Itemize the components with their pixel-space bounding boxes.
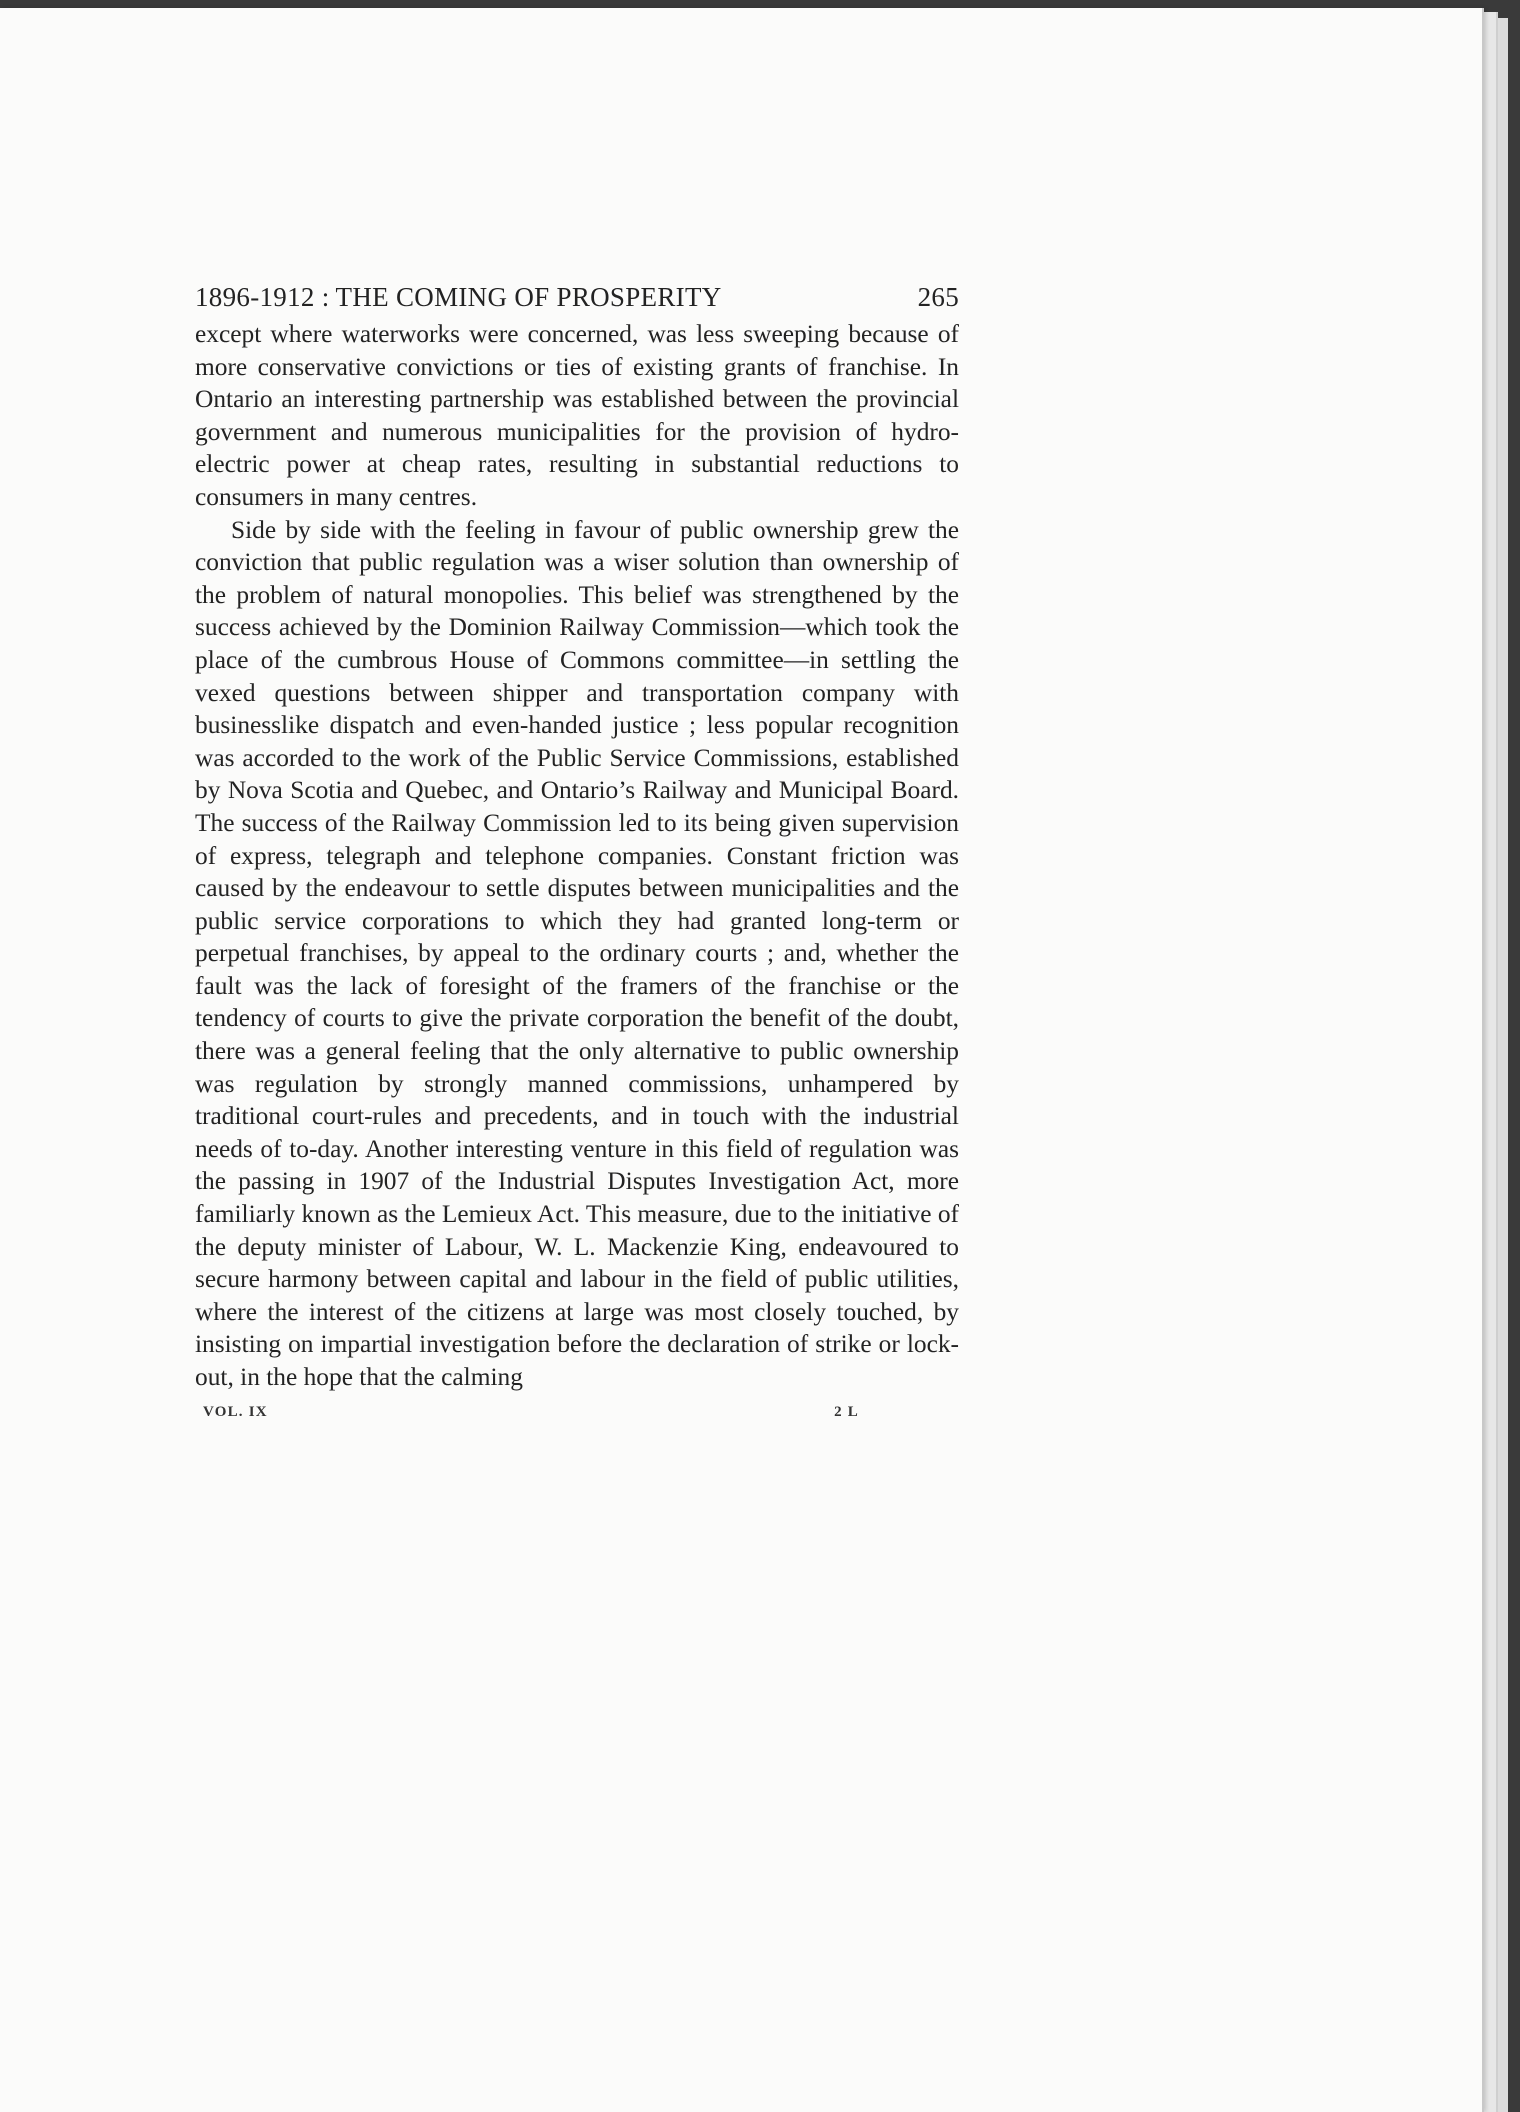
running-head-dates: 1896-1912 : [195,282,330,312]
body-text [195,318,959,1394]
running-head-title: THE COMING OF PROSPERITY [335,282,722,312]
running-head [195,278,959,316]
page-number: 265 [917,282,959,312]
paragraph: except where waterworks were concerned, was less sweeping because of more conservative convictions or ties of existing grants of franchise. In Ontario an interesting partnership was established between the provincial government and numerous municipalities for the provision of hydro-electric power at cheap rates, resulting in substantial reductions to consumers in many centres. [195,320,959,511]
paragraph: Side by side with the feeling in favour of public ownership grew the conviction that public regulation was a wiser solution than ownership of the problem of natural monopolies. This belief was strengthened by the success achieved by the Dominion Railway Commission—which took the place of the cumbrous House of Commons committee—in settling the vexed questions between shipper and transportation company with businesslike dispatch and even-handed justice ; less popular recognition was accorded to the work of the Public Service Commissions, established by Nova Scotia and Quebec, and Ontario’s Railway and Municipal Board. The success of the Railway Commission led to its being given supervision of express, telegraph and telephone companies. Constant friction was caused by the endeavour to settle disputes between municipalities and the public service corporations to which they had granted long-term or perpetual franchises, by appeal to the ordinary courts ; and, whether the fault was the lack of foresight of the framers of the franchise or the tendency of courts to give the private corporation the benefit of the doubt, there was a general feeling that the only alternative to public ownership was regulation by strongly manned commissions, unhampered by traditional court-rules and precedents, and in touch with the industrial needs of to-day. Another interesting venture in this field of regulation was the passing in 1907 of the Industrial Disputes Investigation Act, more familiarly known as the Lemieux Act. This measure, due to the initiative of the deputy minister of Labour, W. L. Mackenzie King, endeavoured to secure harmony between capital and labour in the field of public utilities, where the interest of the citizens at large was most closely touched, by insisting on impartial investigation before the declaration of strike or lock-out, in the hope that the calming [195,515,959,1391]
book-page [0,8,1484,2112]
volume-mark: VOL. IX [203,1403,268,1420]
page-content [195,278,959,1421]
signature-line [195,1404,959,1421]
signature-mark: 2 L [834,1403,859,1420]
